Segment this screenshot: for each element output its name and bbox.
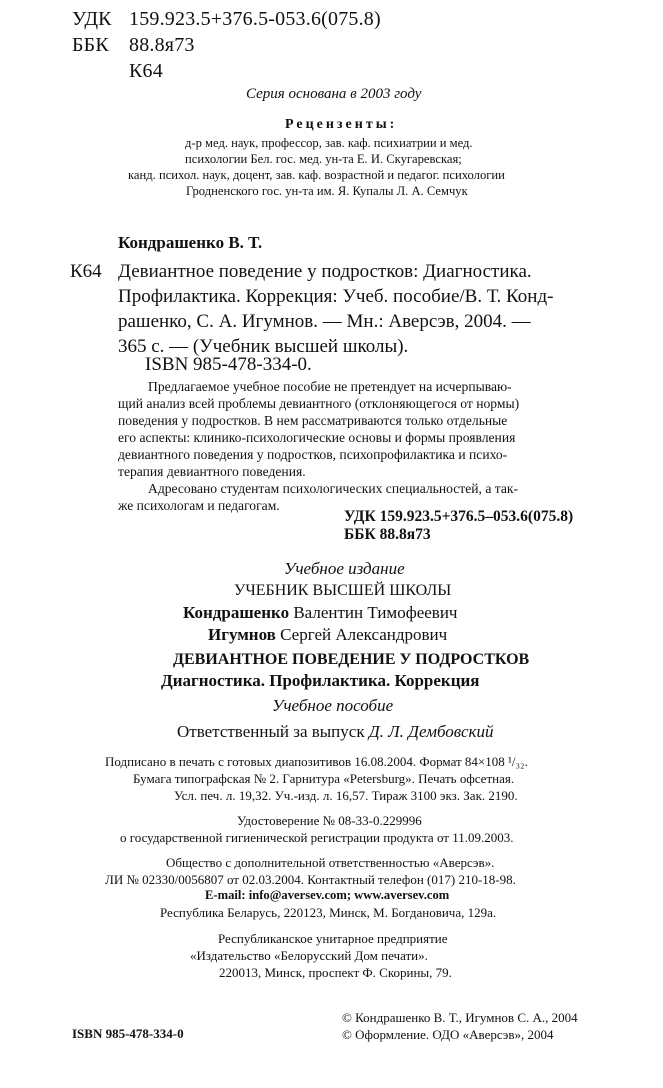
catalog-author: Кондрашенко В. Т.: [118, 233, 263, 252]
copyright-line-1: © Кондрашенко В. Т., Игумнов С. А., 2004: [342, 1010, 578, 1025]
publisher-email: E-mail: info@aversev.com; www.aversev.com: [205, 888, 450, 902]
responsible-name: Д. Л. Дембовский: [368, 722, 494, 741]
annotation-line-2: щий анализ всей проблемы девиантного (отклоняющегося от нормы): [118, 396, 520, 411]
annotation-line-8: же психологам и педагогам.: [118, 498, 280, 513]
catalog-title-line-2: Профилактика. Коррекция: Учеб. пособие/В. Т. Конд-: [118, 286, 554, 307]
annotation-line-1: Предлагаемое учебное пособие не претендует на исчерпываю-: [148, 379, 512, 394]
print-line-1: Подписано в печать с готовых диапозитивов 16.08.2004. Формат 84×108 ¹/₃₂.: [105, 754, 528, 769]
publisher-line-2: ЛИ № 02330/0056807 от 02.03.2004. Контактный телефон (017) 210-18-98.: [105, 872, 516, 887]
publisher-address: Республика Беларусь, 220123, Минск, М. Богдановича, 129а.: [160, 905, 497, 920]
reviewers-heading: Рецензенты:: [285, 117, 398, 132]
author-2-names: Сергей Александрович: [280, 625, 448, 644]
edition-type: Учебное издание: [284, 559, 405, 578]
printer-line-2: «Издательство «Белорусский Дом печати».: [190, 948, 428, 963]
print-line-3: Усл. печ. л. 19,32. Уч.-изд. л. 16,57. Тираж 3100 экз. Зак. 2190.: [174, 788, 518, 803]
series-caps: УЧЕБНИК ВЫСШЕЙ ШКОЛЫ: [234, 582, 452, 599]
annotation-line-4: его аспекты: клинико-психологические основы и формы проявления: [118, 430, 516, 445]
annotation-line-3: поведения у подростков. В нем рассматриваются только отдельные: [118, 413, 508, 428]
print-line-2: Бумага типографская № 2. Гарнитура «Petersburg». Печать офсетная.: [133, 771, 515, 786]
catalog-title-line-1: Девиантное поведение у подростков: Диагностика.: [118, 261, 532, 282]
reviewer-line-1: д-р мед. наук, профессор, зав. каф. психиатрии и мед.: [185, 136, 473, 150]
publisher-line-1: Общество с дополнительной ответственностью «Аверсэв».: [166, 855, 495, 870]
printer-line-1: Республиканское унитарное предприятие: [218, 931, 448, 946]
reviewer-line-4: Гродненского гос. ун-та им. Я. Купалы Л. А. Семчук: [186, 184, 468, 198]
catalog-title-line-4: 365 с. — (Учебник высшей школы).: [118, 336, 409, 357]
author-1-names: Валентин Тимофеевич: [293, 603, 458, 622]
bbk-value: 88.8я73: [129, 34, 195, 56]
imprint-subtitle: Диагностика. Профилактика. Коррекция: [161, 671, 480, 690]
series-note: Серия основана в 2003 году: [246, 86, 422, 102]
catalog-isbn: ISBN 985-478-334-0.: [145, 354, 312, 375]
printer-line-3: 220013, Минск, проспект Ф. Скорины, 79.: [219, 965, 452, 980]
annotation-line-5: девиантного поведения у подростков, психопрофилактика и психо-: [118, 447, 508, 462]
reviewer-line-2: психологии Бел. гос. мед. ун-та Е. И. Скугаревская;: [185, 152, 462, 166]
bbk-repeat: ББК 88.8я73: [344, 526, 431, 543]
cert-line-2: о государственной гигиенической регистрации продукта от 11.09.2003.: [120, 830, 514, 845]
catalog-mark: К64: [70, 261, 102, 282]
author-1-surname: Кондрашенко: [183, 603, 290, 622]
cert-line-1: Удостоверение № 08-33-0.229996: [237, 813, 422, 828]
author-1: [183, 603, 457, 623]
author-mark: К64: [129, 60, 163, 82]
imprint-title: ДЕВИАНТНОЕ ПОВЕДЕНИЕ У ПОДРОСТКОВ: [173, 651, 530, 668]
udk-label: УДК: [72, 8, 112, 30]
annotation-line-7: Адресовано студентам психологических специальностей, а так-: [148, 481, 519, 496]
author-2-surname: Игумнов: [208, 625, 276, 644]
responsible-label: Ответственный за выпуск: [177, 722, 365, 741]
reviewer-line-3: канд. психол. наук, доцент, зав. каф. возрастной и педагог. психологии: [128, 168, 505, 182]
author-2: [208, 625, 447, 645]
udk-repeat: УДК 159.923.5+376.5–053.6(075.8): [344, 508, 574, 525]
udk-value: 159.923.5+376.5-053.6(075.8): [129, 8, 381, 30]
imprint-kind: Учебное пособие: [272, 696, 394, 715]
copyright-line-2: © Оформление. ОДО «Аверсэв», 2004: [342, 1027, 554, 1042]
catalog-title-line-3: рашенко, С. А. Игумнов. — Мн.: Аверсэв, 2004. —: [118, 311, 531, 332]
footer-isbn: ISBN 985-478-334-0: [72, 1026, 184, 1041]
bbk-label: ББК: [72, 34, 109, 56]
responsible-line: [177, 722, 493, 742]
annotation-line-6: терапия девиантного поведения.: [118, 464, 306, 479]
